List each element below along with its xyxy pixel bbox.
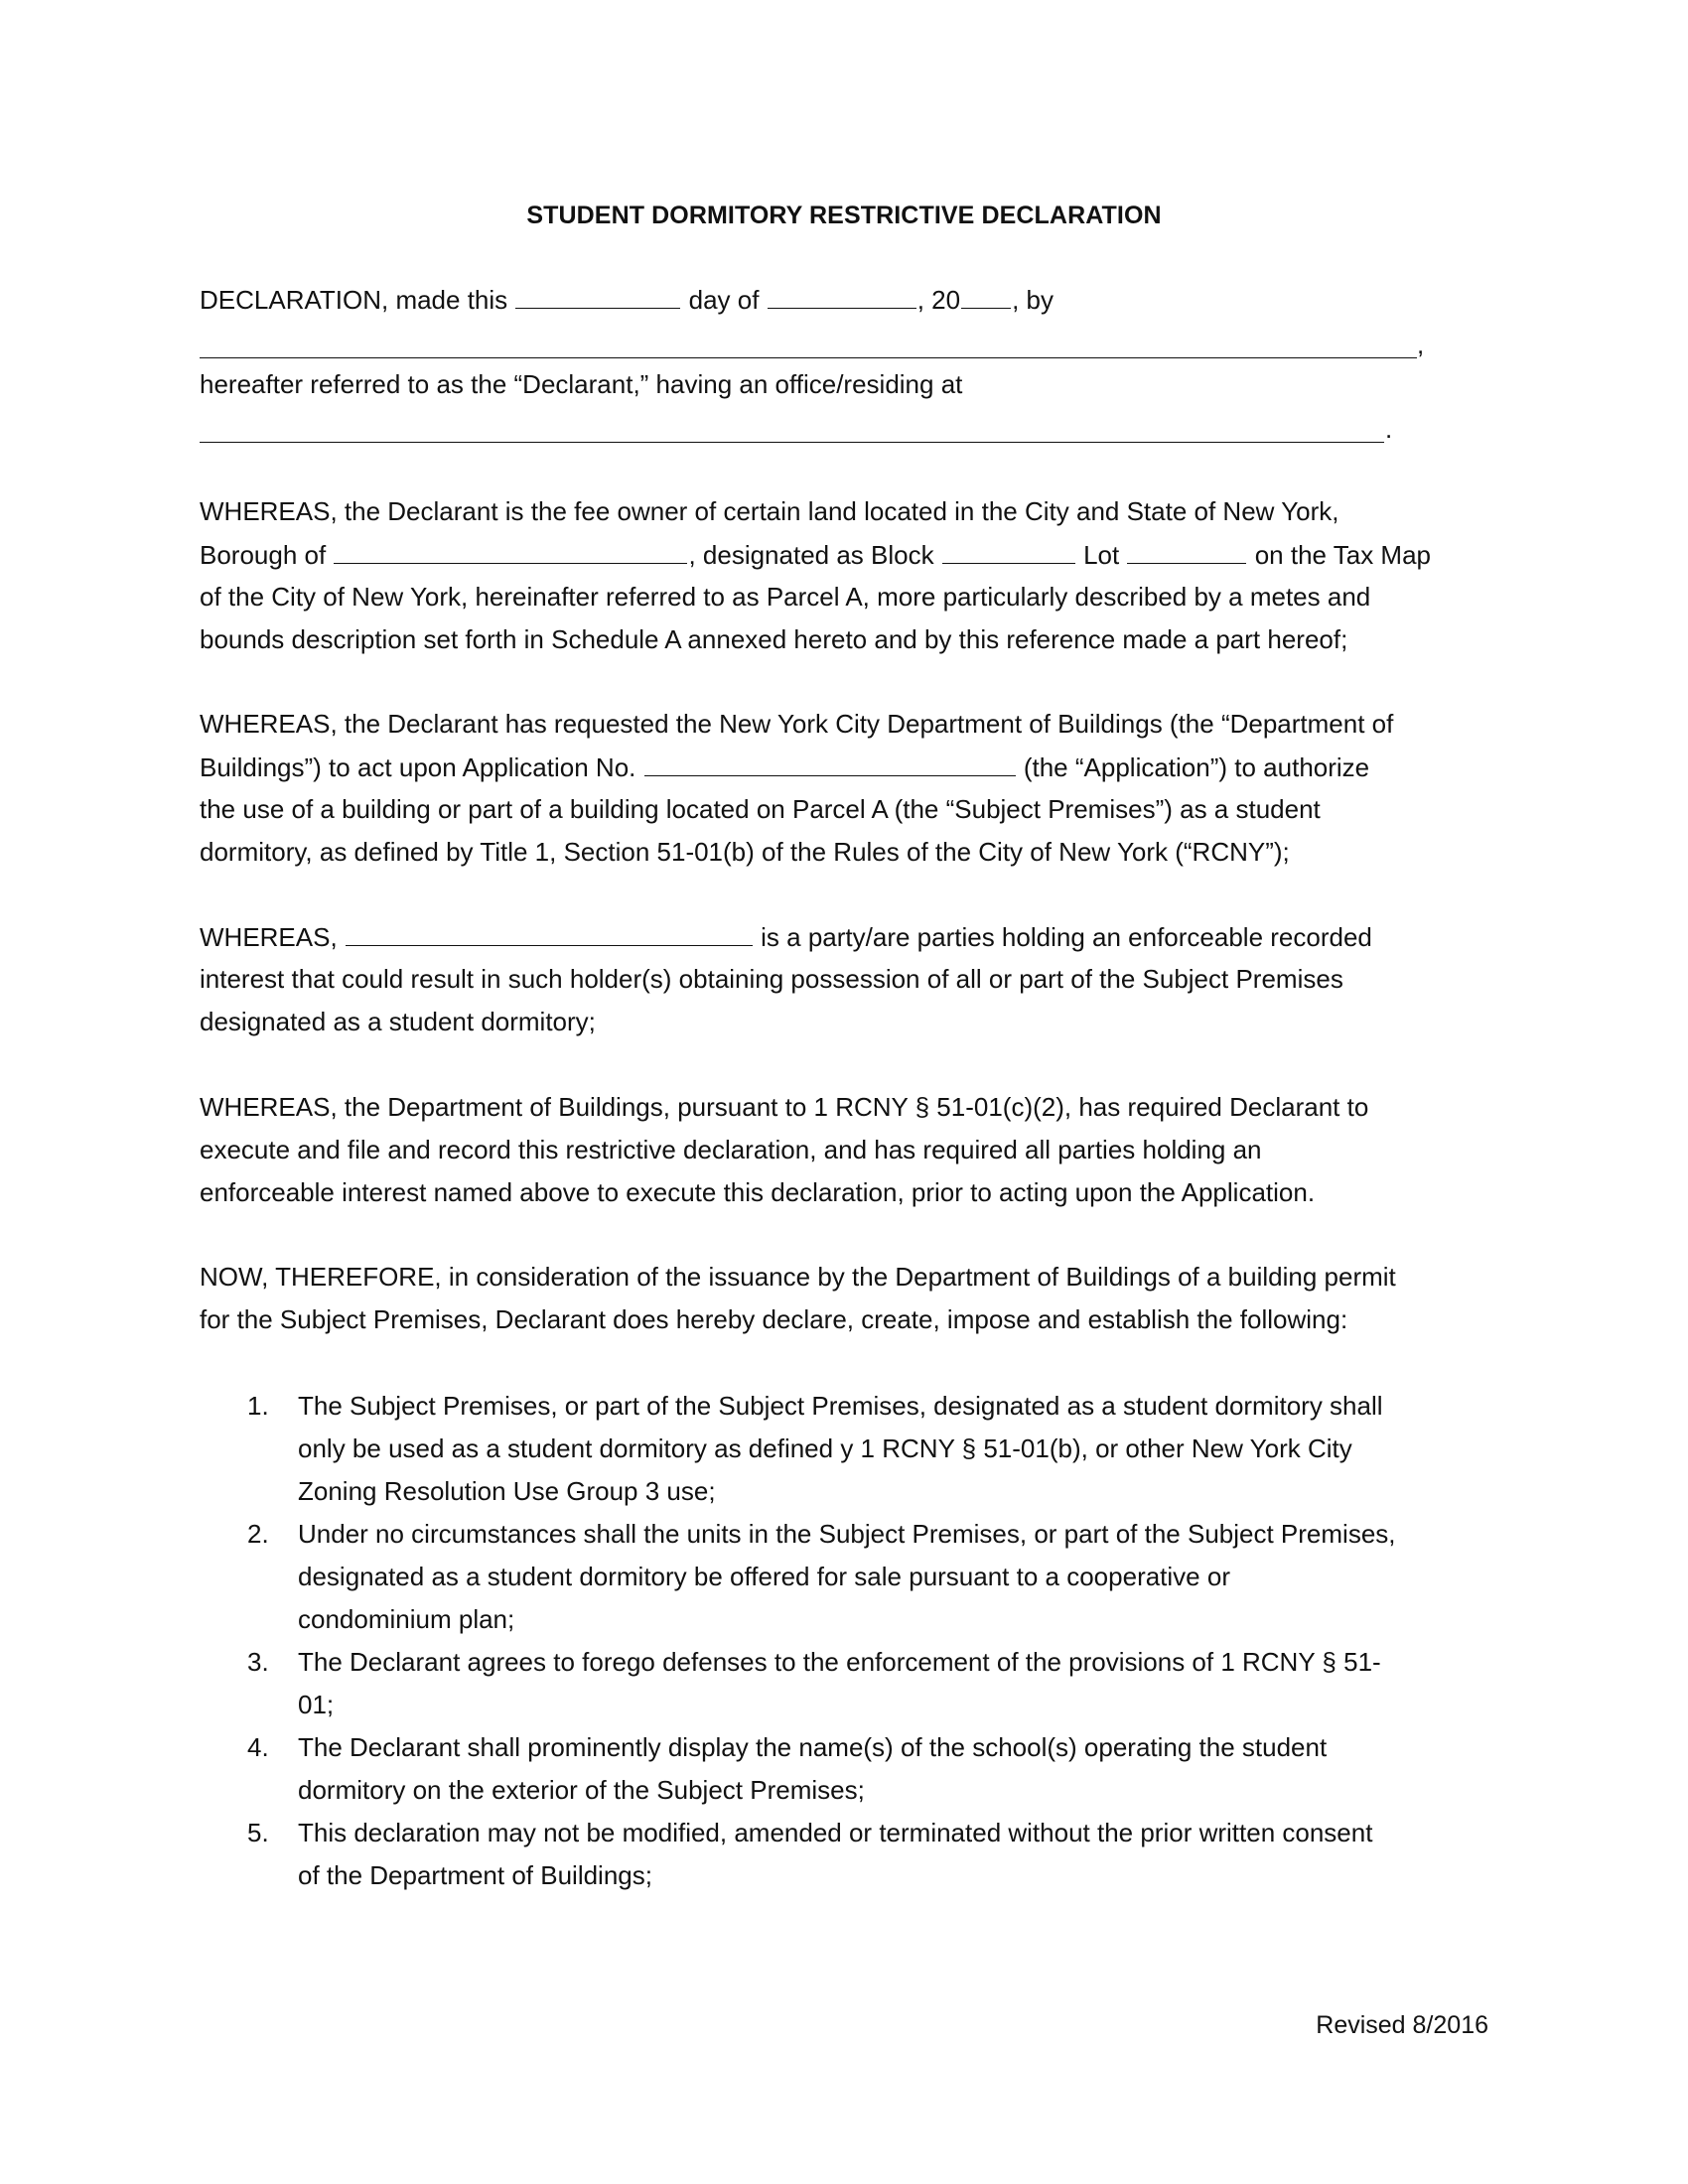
declarant-name-blank[interactable] [200,357,1417,358]
whereas-paragraph-4: WHEREAS, the Department of Buildings, pursuant to 1 RCNY § 51-01(c)(2), has required Declarant to execute and file and record this restrictive declaration, and has required all parties holding an enforceable interest named above to execute this declaration, prior to acting upon the Application. [200,1092,1369,1207]
whereas-paragraph-3: WHEREAS, is a party/are parties holding an enforceable recorded interest that could result in such holder(s) obtaining possession of all or part of the Subject Premises designated as a student dormitory; [200,915,1510,1043]
intro-referred: hereafter referred to as the “Declarant,” having an office/residing at [200,369,963,399]
declarant-line-comma: , [1417,330,1425,359]
month-blank[interactable] [768,278,916,309]
whereas-paragraph-2: WHEREAS, the Declarant has requested the New York City Department of Buildings (the “Department of Buildings”) to act upon Application No. (the “Application”) to authorize the use of a building or part of a building located on Parcel A (the “Subject Premises”) as a student dormitory, as defined by Title 1, Section 51-01(b) of the Rules of the City of New York (“RCNY”); [200,709,1394,867]
address-line-period: . [1385,414,1393,444]
year-blank[interactable] [961,278,1011,309]
application-number-blank[interactable] [644,746,1016,776]
document-title: STUDENT DORMITORY RESTRICTIVE DECLARATION [526,202,1162,229]
intro-section [200,278,1510,321]
list-item: 4. The Declarant shall prominently display the name(s) of the school(s) operating the student dormitory on the exterior of the Subject Premises; [247,1732,1328,1805]
list-item: 3. The Declarant agrees to forego defenses to the enforcement of the provisions of 1 RCNY § 51- 01; [247,1647,1381,1719]
declaration-provisions-list [200,1385,1510,1897]
list-item: 5. This declaration may not be modified, amended or terminated without the prior written consent of the Department of Buildings; [247,1818,1373,1890]
borough-blank[interactable] [334,533,687,564]
day-blank[interactable] [515,278,680,309]
list-item: 2. Under no circumstances shall the units in the Subject Premises, or part of the Subject Premises, designated as a student dormitory be offered for sale pursuant to a cooperative or condominium plan; [247,1519,1396,1634]
interest-holder-blank[interactable] [346,915,753,946]
intro-line-1: DECLARATION, made this day of , 20 , by [200,278,1510,321]
now-therefore-paragraph: NOW, THEREFORE, in consideration of the issuance by the Department of Buildings of a building permit for the Subject Premises, Declarant does hereby declare, create, impose and establish the following: [200,1262,1396,1334]
block-blank[interactable] [942,533,1075,564]
declarant-address-blank[interactable] [200,442,1384,443]
list-item: 1. The Subject Premises, or part of the Subject Premises, designated as a student dormitory shall only be used as a student dormitory as defined y 1 RCNY § 51-01(b), or other New York City Zoning Resolution Use Group 3 use; [247,1391,1383,1506]
whereas-paragraph-1: WHEREAS, the Declarant is the fee owner of certain land located in the City and State of New York, Borough of , designated as Block Lot on the Tax Map of the City of New York, hereinafter referred to as Parcel A, more particularly described by a metes and bounds description set forth in Schedule A annexed hereto and by this reference made a part hereof; [200,496,1432,654]
lot-blank[interactable] [1127,533,1246,564]
revision-date: Revised 8/2016 [1316,2011,1488,2039]
